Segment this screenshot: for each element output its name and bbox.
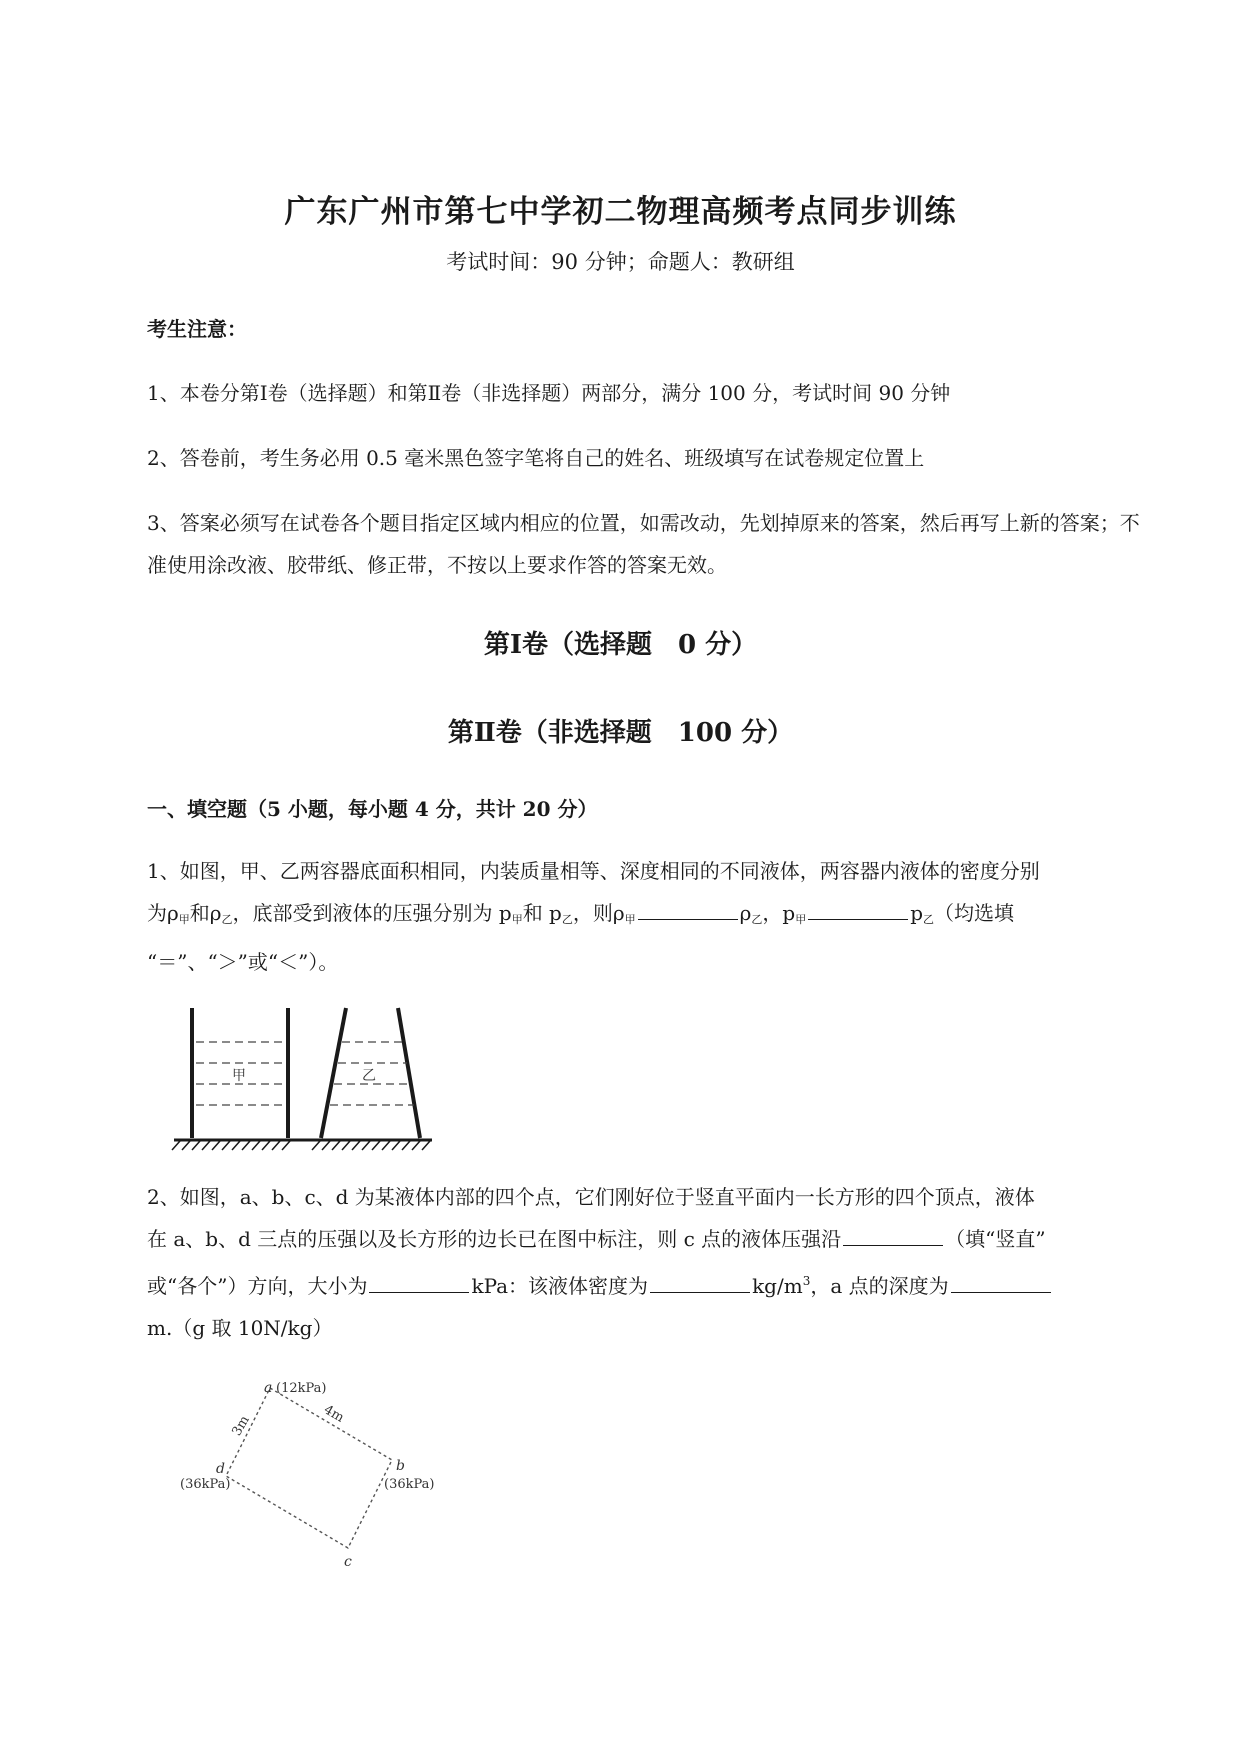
point-d-label: d	[216, 1461, 225, 1477]
section-part2-heading: 第Ⅱ卷（非选择题 100 分）	[447, 718, 794, 748]
q1-sub: 乙	[561, 913, 573, 926]
q2-line-2	[147, 1218, 1157, 1260]
q1-sub: 乙	[923, 913, 935, 926]
notice-heading: 考生注意：	[147, 317, 247, 341]
q2-text: kg/m	[752, 1274, 803, 1298]
exam-title: 广东广州市第七中学初二物理高频考点同步训练	[284, 194, 957, 230]
q1-text: （均选填	[934, 901, 1015, 925]
section-part1-heading: 第Ⅰ卷（选择题 0 分）	[483, 630, 758, 660]
container-yi-label: 乙	[362, 1068, 376, 1084]
notice-item-2: 2、答卷前，考生务必用 0.5 毫米黑色签字笔将自己的姓名、班级填写在试卷规定位置上	[147, 446, 925, 470]
ground-hatching	[172, 1141, 430, 1150]
q1-text: ρ	[739, 901, 752, 925]
q1-sub: 甲	[511, 913, 523, 926]
q1-line-3: “＝”、“＞”或“＜”）。	[147, 950, 339, 974]
q1-answer-blank-1[interactable]	[638, 897, 738, 920]
q2-line-4: m.（g 取 10N/kg）	[147, 1316, 333, 1340]
q2-answer-blank-depth[interactable]	[951, 1270, 1051, 1293]
q2-line-3	[147, 1260, 1157, 1307]
q1-text: 为ρ	[147, 901, 179, 925]
point-c-label: c	[344, 1554, 352, 1570]
q1-text: ，则ρ	[572, 901, 625, 925]
q1-sub: 甲	[624, 913, 636, 926]
q1-text: p	[910, 901, 924, 925]
q1-containers-figure	[170, 1000, 440, 1152]
container-yi-left-wall	[321, 1008, 346, 1138]
q2-text: ，a 点的深度为	[810, 1274, 949, 1298]
q2-text: 在 a、b、d 三点的压强以及长方形的边长已在图中标注，则 c 点的液体压强沿	[147, 1227, 842, 1251]
fill-in-section-heading: 一、填空题（5 小题，每小题 4 分，共计 20 分）	[147, 797, 598, 821]
q1-text: ，底部受到液体的压强分别为 p	[232, 901, 512, 925]
question-1	[147, 850, 1157, 983]
q1-sub: 甲	[795, 913, 807, 926]
q1-text: 和ρ	[189, 901, 222, 925]
q1-sub: 甲	[178, 913, 190, 926]
container-yi-right-wall	[398, 1008, 420, 1138]
q2-answer-blank-direction[interactable]	[843, 1223, 943, 1246]
rectangle-abcd	[226, 1388, 392, 1548]
point-a-pressure: (12kPa)	[276, 1381, 327, 1396]
q2-text: kPa：该液体密度为	[471, 1274, 649, 1298]
q2-text: 或“各个”）方向，大小为	[147, 1274, 368, 1298]
q2-superscript: 3	[802, 1274, 811, 1288]
point-b-pressure: (36kPa)	[384, 1477, 435, 1492]
q2-answer-blank-pressure[interactable]	[369, 1270, 469, 1293]
q1-line-1: 1、如图，甲、乙两容器底面积相同，内装质量相等、深度相同的不同液体，两容器内液体的密度分别	[147, 859, 1040, 883]
notice-item-1: 1、本卷分第Ⅰ卷（选择题）和第Ⅱ卷（非选择题）两部分，满分 100 分，考试时间 90 分钟	[147, 381, 951, 405]
q1-text: ，p	[762, 901, 796, 925]
question-2	[147, 1176, 1157, 1349]
q2-text: （填“竖直”	[945, 1227, 1046, 1251]
q2-line-1: 2、如图，a、b、c、d 为某液体内部的四个点，它们刚好位于竖直平面内一长方形的四个顶点，液体	[147, 1185, 1035, 1209]
side-ad-length: 3m	[229, 1413, 253, 1439]
q1-sub: 乙	[751, 913, 763, 926]
q2-answer-blank-density[interactable]	[650, 1270, 750, 1293]
q1-sub: 乙	[221, 913, 233, 926]
exam-subtitle: 考试时间：90 分钟；命题人：教研组	[446, 250, 795, 274]
q1-line-2	[147, 892, 1157, 941]
point-b-label: b	[396, 1458, 405, 1474]
container-jia-label: 甲	[232, 1068, 246, 1084]
q1-answer-blank-2[interactable]	[808, 897, 908, 920]
side-ab-length: 4m	[321, 1402, 347, 1426]
q2-rectangle-figure	[170, 1370, 470, 1570]
point-a-label: a	[264, 1380, 273, 1396]
notice-item-3: 3、答案必须写在试卷各个题目指定区域内相应的位置，如需改动，先划掉原来的答案，然后再写上新的答案；不准使用涂改液、胶带纸、修正带，不按以上要求作答的答案无效。	[147, 511, 1140, 577]
q1-text: 和 p	[522, 901, 562, 925]
point-d-pressure: (36kPa)	[180, 1477, 231, 1492]
